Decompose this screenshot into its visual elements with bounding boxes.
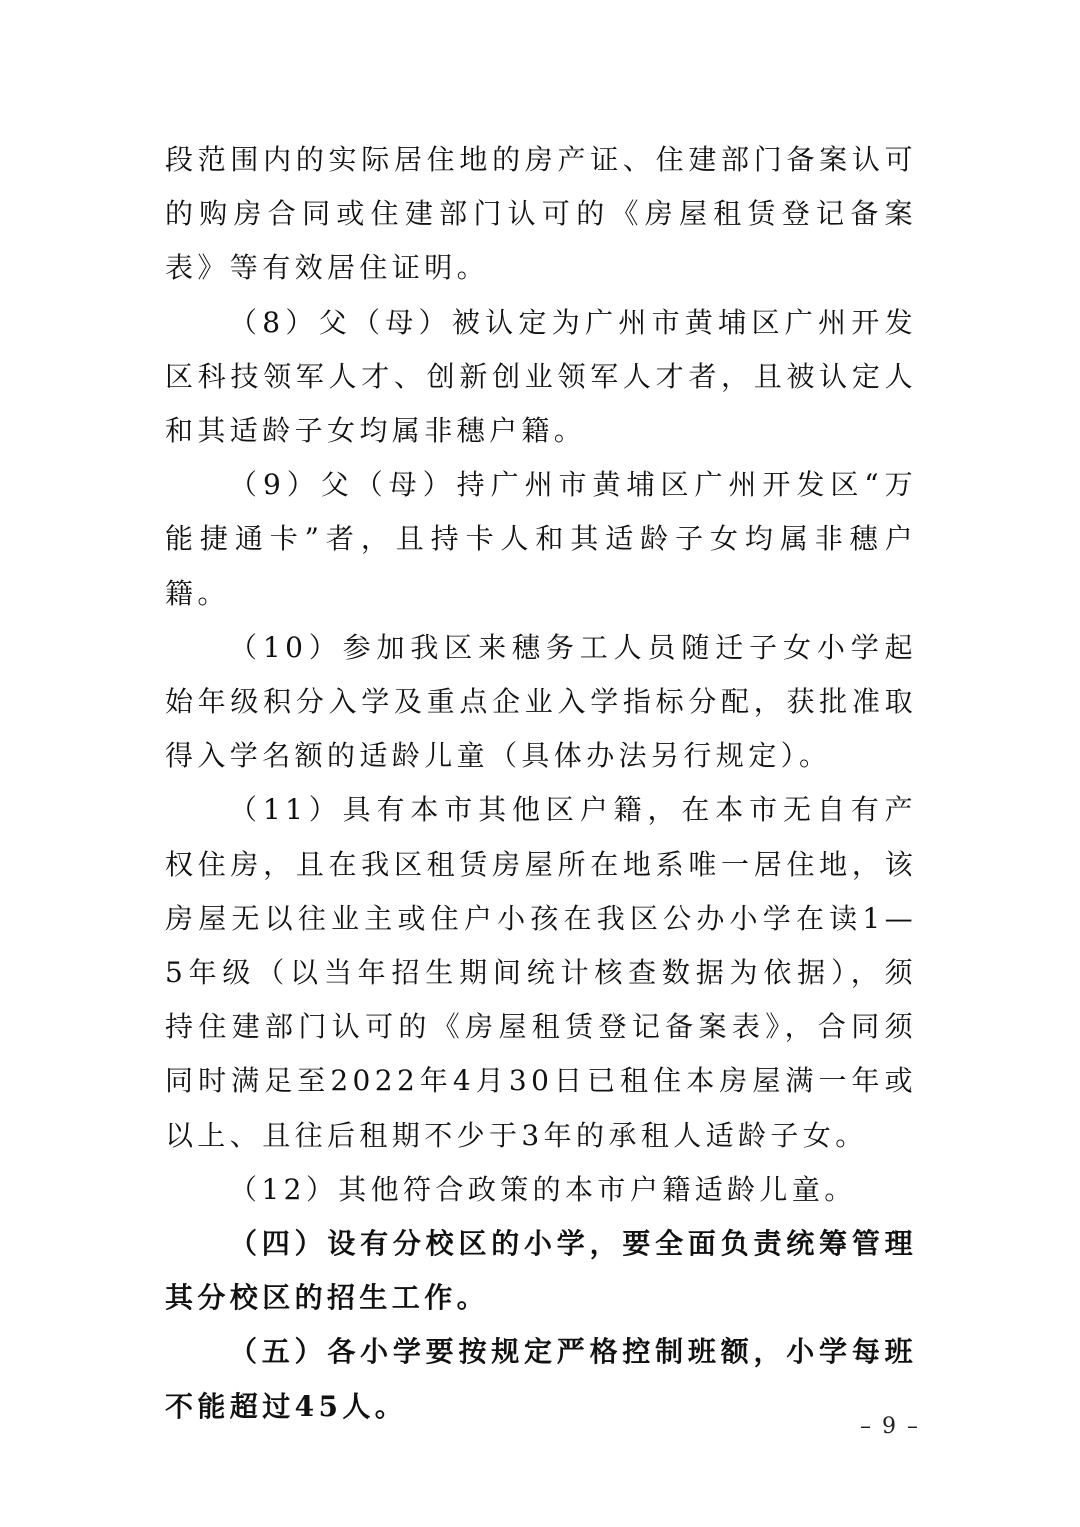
paragraph-item-8: （8）父（母）被认定为广州市黄埔区广州开发区科技领军人才、创新创业领军人才者，且被认定人和其适龄子女均属非穗户籍。 bbox=[165, 305, 917, 448]
paragraph-item-10: （10）参加我区来穗务工人员随迁子女小学起始年级积分入学及重点企业入学指标分配，获批准取得入学名额的适龄儿童（具体办法另行规定）。 bbox=[165, 630, 917, 773]
paragraph-item-9: （9）父（母）持广州市黄埔区广州开发区“万能捷通卡”者，且持卡人和其适龄子女均属非穗户籍。 bbox=[165, 468, 917, 610]
paragraph-continuation: 段范围内的实际居住地的房产证、住建部门备案认可的购房合同或住建部门认可的《房屋租赁登记备案表》等有效居住证明。 bbox=[165, 143, 917, 285]
paragraph-section-5: （五）各小学要按规定严格控制班额，小学每班不能超过45人。 bbox=[165, 1335, 917, 1423]
document-body bbox=[165, 133, 917, 1434]
paragraph-item-12: （12）其他符合政策的本市户籍适龄儿童。 bbox=[229, 1172, 857, 1206]
paragraph-item-11: （11）具有本市其他区户籍，在本市无自有产权住房，且在我区租赁房屋所在地系唯一居住地，该房屋无以往业主或住户小孩在我区公办小学在读1—5年级（以当年招生期间统计核查数据为依据），须持住建部门认可的《房屋租赁登记备案表》，合同须同时满足至2022年4月30日已租住本房屋满一年或以上、且往后租期不少于3年的承租人适龄子女。 bbox=[165, 793, 917, 1152]
paragraph-section-4: （四）设有分校区的小学，要全面负责统筹管理其分校区的招生工作。 bbox=[165, 1227, 917, 1315]
page-number: – 9 – bbox=[860, 1414, 920, 1439]
